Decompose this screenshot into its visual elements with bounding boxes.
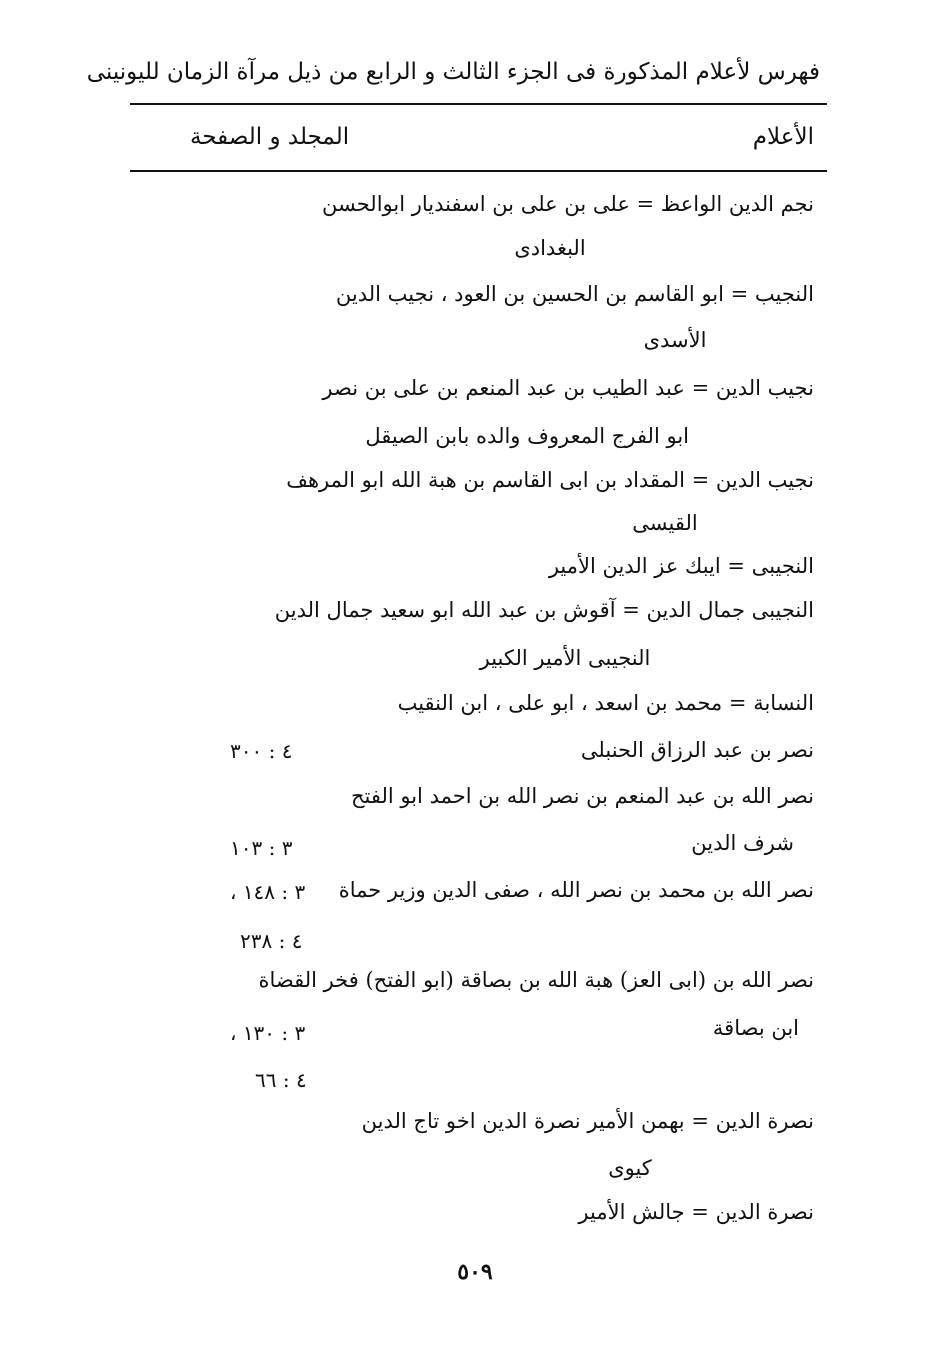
entry-line-continuation: النجيبى الأمير الكبير [479, 646, 651, 670]
entry-line-continuation: القيسى [632, 511, 698, 535]
entry-line: نصر الله بن (ابى العز) هبة الله بن بصاقة (ابو الفتح) فخر القضاة [258, 968, 814, 992]
volume-page-ref: ٤ : ٢٣٨ [240, 929, 303, 953]
entry-line-continuation: كيوى [608, 1156, 652, 1180]
page-title: فهرس لأعلام المذكورة فى الجزء الثالث و الرابع من ذيل مرآة الزمان لليونينى [86, 59, 820, 85]
column-header-volume-page: المجلد و الصفحة [190, 124, 350, 150]
entry-line: النجيبى جمال الدين = آقوش بن عبد الله ابو سعيد جمال الدين [274, 598, 814, 622]
entry-line: نصرة الدين = بهمن الأمير نصرة الدين اخو تاج الدين [361, 1109, 814, 1133]
entry-line: النسابة = محمد بن اسعد ، ابو على ، ابن النقيب [397, 691, 814, 715]
entry-line: النجيبى = ايبك عز الدين الأمير [548, 554, 814, 578]
entry-line: نجم الدين الواعظ = على بن على بن اسفنديار ابوالحسن [322, 192, 814, 216]
header-rule-top [130, 103, 827, 105]
column-header-names: الأعلام [752, 124, 814, 150]
volume-page-ref: ٤ : ٦٦ [255, 1068, 307, 1092]
header-rule-bottom [130, 170, 827, 172]
page-number: ٥٠٩ [457, 1259, 493, 1285]
volume-page-ref: ٣ : ١٠٣ [230, 836, 293, 860]
entry-line: نصرة الدين = جالش الأمير [578, 1200, 814, 1224]
volume-page-ref: ٣ : ١٣٠ ، [230, 1021, 306, 1045]
entry-line: نصر بن عبد الرزاق الحنبلى [580, 738, 814, 762]
entry-line-continuation: ابو الفرج المعروف والده بابن الصيقل [365, 424, 689, 448]
entry-line: نجيب الدين = المقداد بن ابى القاسم بن هبة الله ابو المرهف [286, 468, 814, 492]
entry-line: نجيب الدين = عبد الطيب بن عبد المنعم بن على بن نصر [322, 376, 814, 400]
entry-line: النجيب = ابو القاسم بن الحسين بن العود ، نجيب الدين [335, 282, 814, 306]
entry-line-continuation: الأسدى [643, 328, 707, 352]
entry-line-continuation: شرف الدين [691, 831, 794, 855]
entry-line-continuation: ابن بصاقة [712, 1016, 799, 1040]
entry-line-continuation: البغدادى [514, 236, 586, 260]
entry-line: نصر الله بن محمد بن نصر الله ، صفى الدين وزير حماة [338, 878, 814, 902]
volume-page-ref: ٣ : ١٤٨ ، [230, 880, 306, 904]
entry-line: نصر الله بن عبد المنعم بن نصر الله بن احمد ابو الفتح [350, 784, 814, 808]
volume-page-ref: ٤ : ٣٠٠ [230, 739, 293, 763]
